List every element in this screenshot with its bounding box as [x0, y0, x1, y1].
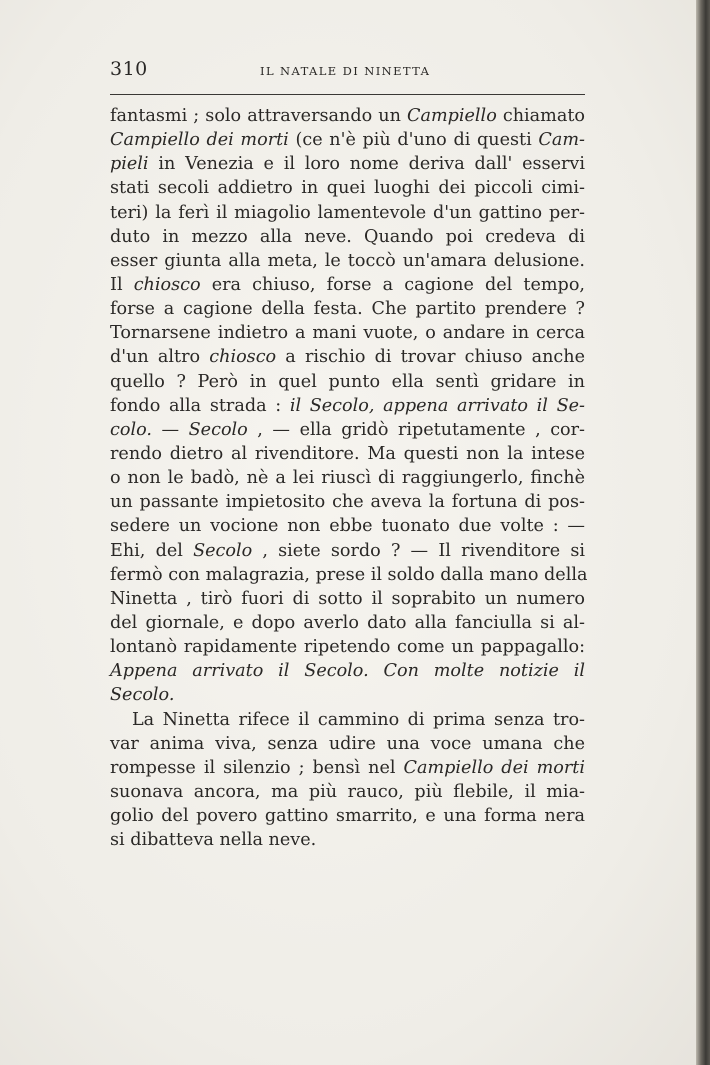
- body-text: [110, 104, 588, 852]
- text-line: Tornarsene indietro a mani vuote, o andare in cerca: [110, 323, 585, 344]
- text-line: Secolo.: [110, 685, 175, 706]
- text-line: Ehi, del Secolo , siete sordo ? — Il rivenditore si: [110, 540, 585, 561]
- text-line: golio del povero gattino smarrito, e una forma nera: [110, 806, 585, 827]
- text-line: Appena arrivato il Secolo. Con molte notizie il: [110, 661, 585, 682]
- text-line: La Ninetta rifece il cammino di prima senza tro-: [132, 709, 585, 730]
- text-line: pieli in Venezia e il loro nome deriva dall' esservi: [110, 154, 585, 175]
- text-line: duto in mezzo alla neve. Quando poi credeva di: [110, 226, 585, 247]
- page-number: 310: [110, 58, 148, 80]
- text-line: quello ? Però in quel punto ella sentì gridare in: [110, 371, 585, 392]
- text-line: un passante impietosito che aveva la fortuna di pos-: [110, 492, 585, 513]
- text-line: stati secoli addietro in quei luoghi dei piccoli cimi-: [110, 178, 585, 199]
- text-line: fantasmi ; solo attraversando un Campiello chiamato: [110, 106, 585, 126]
- text-line: sedere un vocione non ebbe tuonato due volte : —: [110, 516, 585, 537]
- text-line: teri) la ferì il miagolio lamentevole d'un gattino per-: [110, 202, 585, 223]
- text-line: si dibatteva nella neve.: [110, 830, 317, 851]
- page-header: [110, 58, 585, 88]
- text-line: colo. — Secolo , — ella gridò ripetutamente , cor-: [110, 419, 585, 440]
- text-line: rendo dietro al rivenditore. Ma questi non la intese: [110, 443, 585, 464]
- text-line: d'un altro chiosco a rischio di trovar chiuso anche: [110, 347, 586, 368]
- text-line: forse a cagione della festa. Che partito prendere ?: [110, 299, 585, 320]
- text-line: Ninetta , tirò fuori di sotto il soprabito un numero: [110, 588, 585, 609]
- text-line: del giornale, e dopo averlo dato alla fanciulla si al-: [110, 612, 585, 633]
- header-rule: [110, 94, 585, 95]
- text-line: o non le badò, nè a lei riuscì di raggiungerlo, finchè: [110, 468, 585, 489]
- running-title: IL NATALE DI NINETTA: [260, 64, 431, 78]
- page-binding-edge: [696, 0, 710, 1065]
- text-line: Il chiosco era chiuso, forse a cagione del tempo,: [110, 274, 585, 295]
- text-line: fermò con malagrazia, prese il soldo dalla mano della: [110, 564, 588, 585]
- text-line: lontanò rapidamente ripetendo come un pappagallo:: [110, 637, 585, 658]
- text-line: Campiello dei morti (ce n'è più d'uno di questi Cam-: [110, 130, 585, 151]
- text-line: rompesse il silenzio ; bensì nel Campiello dei morti: [110, 757, 585, 778]
- text-line: esser giunta alla meta, le toccò un'amara delusione.: [110, 250, 585, 271]
- text-line: suonava ancora, ma più rauco, più flebile, il mia-: [110, 781, 585, 802]
- text-line: var anima viva, senza udire una voce umana che: [110, 733, 585, 754]
- text-line: fondo alla strada : il Secolo, appena arrivato il Se-: [110, 395, 585, 416]
